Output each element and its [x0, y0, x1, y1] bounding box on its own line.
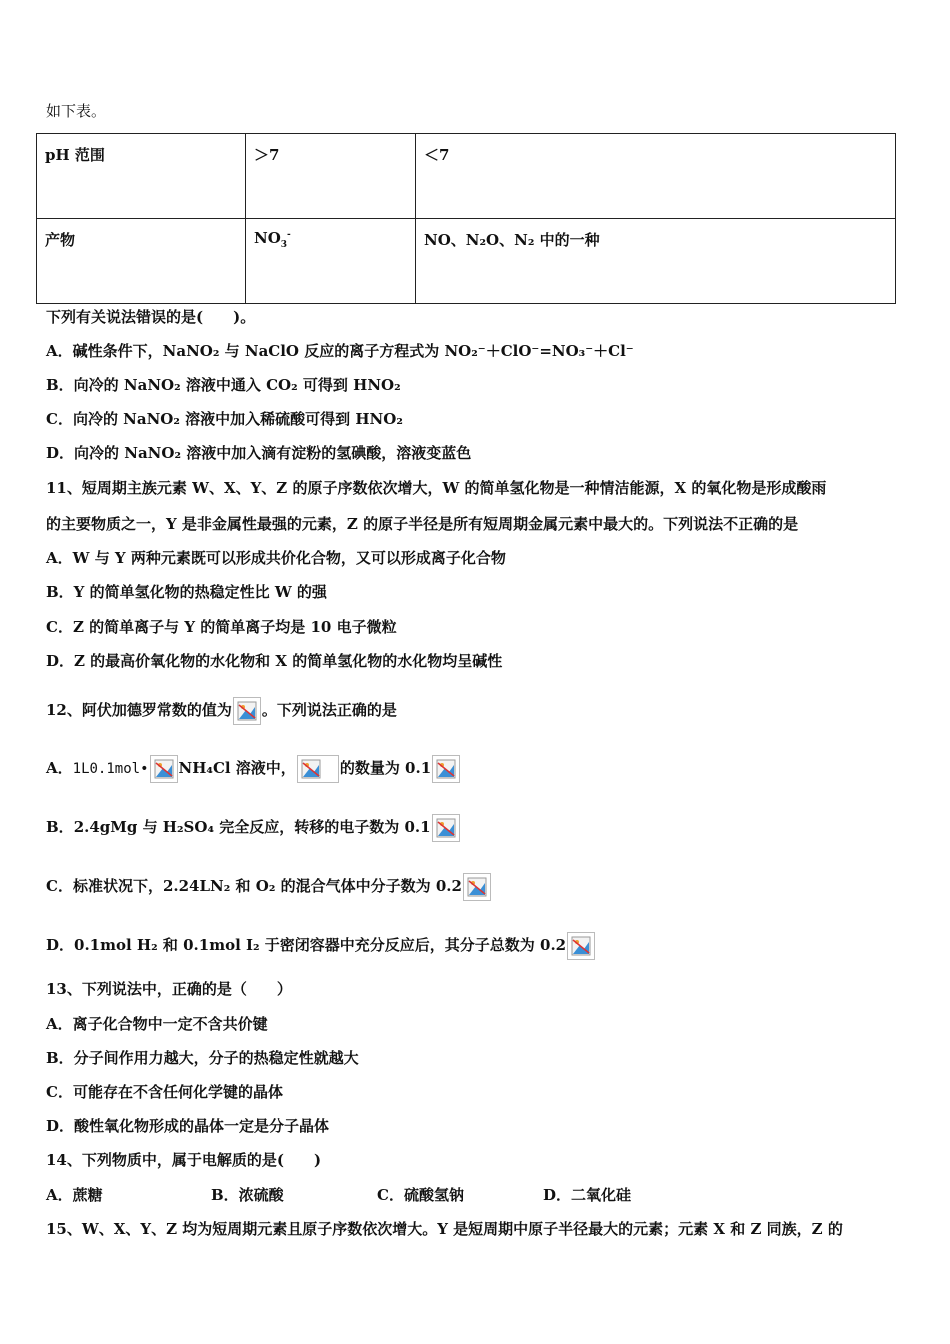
table-row [37, 134, 896, 219]
q10-option-d: D．向冷的 NaNO₂ 溶液中加入滴有淀粉的氢碘酸，溶液变蓝色 [46, 444, 472, 462]
q12-option-d [46, 932, 596, 960]
q13-option-c: C．可能存在不含任何化学键的晶体 [46, 1083, 283, 1101]
formula-superscript: - [287, 230, 291, 240]
q14-options [46, 1185, 631, 1205]
q10-option-c: C．向冷的 NaNO₂ 溶液中加入稀硫酸可得到 HNO₂ [46, 410, 403, 428]
q12-d-text: 0.1mol H₂ 和 0.1mol I₂ 于密闭容器中充分反应后，其分子总数为 0.2 [74, 936, 567, 954]
broken-image-icon [432, 814, 460, 842]
broken-image-icon [150, 755, 178, 783]
q14-stem: 14、下列物质中，属于电解质的是( ) [46, 1151, 322, 1169]
broken-image-icon [233, 697, 261, 725]
q11-option-b: B．Y 的简单氢化物的热稳定性比 W 的强 [46, 583, 327, 601]
q11-option-a: A．W 与 Y 两种元素既可以形成共价化合物，又可以形成离子化合物 [46, 549, 506, 567]
table-row [37, 219, 896, 304]
q14-option-c: C．硫酸氢钠 [377, 1186, 464, 1204]
q13-option-a: A．离子化合物中一定不含共价键 [46, 1015, 268, 1033]
q12-a-text1: 1L0.1mol• [72, 761, 149, 777]
ph-product-table [36, 133, 896, 304]
table-cell: 产物 [37, 219, 246, 304]
broken-image-icon [463, 873, 491, 901]
q13-stem: 13、下列说法中，正确的是（ ） [46, 980, 292, 998]
q14-option-a: A．蔗糖 [46, 1186, 103, 1204]
q11-option-d: D．Z 的最高价氧化物的水化物和 X 的简单氢化物的水化物均呈碱性 [46, 652, 503, 670]
q13-option-b: B．分子间作用力越大，分子的热稳定性就越大 [46, 1049, 359, 1067]
q13-option-d: D．酸性氧化物形成的晶体一定是分子晶体 [46, 1117, 330, 1135]
q12-a-text3: 的数量为 0.1 [339, 759, 432, 777]
q15-stem: 15、W、X、Y、Z 均为短周期元素且原子序数依次增大。Y 是短周期中原子半径最大的元素；元素 X 和 Z 同族，Z 的 [46, 1220, 843, 1238]
q10-stem: 下列有关说法错误的是( )。 [46, 308, 256, 326]
option-label: C． [46, 877, 73, 895]
q11-stem-line1: 11、短周期主族元素 W、X、Y、Z 的原子序数依次增大，W 的简单氢化物是一种情洁能源，X 的氧化物是形成酸雨 [46, 479, 827, 497]
q11-stem-line2: 的主要物质之一，Y 是非金属性最强的元素，Z 的原子半径是所有短周期金属元素中最大的。下列说法不正确的是 [46, 515, 799, 533]
formula-text: NO [254, 229, 281, 247]
q12-stem [46, 697, 397, 725]
formula-subscript: 3 [280, 240, 288, 250]
q12-option-a [46, 755, 461, 783]
option-label: A． [46, 759, 73, 777]
table-cell: pH 范围 [37, 134, 246, 219]
option-label: B． [46, 818, 74, 836]
q12-c-text: 标准状况下，2.24LN₂ 和 O₂ 的混合气体中分子数为 0.2 [72, 877, 462, 895]
table-cell [246, 219, 416, 304]
table-cell: ＞7 [246, 134, 416, 219]
table-cell: ＜7 [416, 134, 896, 219]
q12-stem-part1: 12、阿伏加德罗常数的值为 [46, 701, 232, 719]
q10-option-a: A．碱性条件下，NaNO₂ 与 NaClO 反应的离子方程式为 NO₂⁻＋ClO⁻=NO₃⁻＋Cl⁻ [46, 342, 634, 360]
q12-option-c [46, 873, 492, 901]
q14-option-d: D．二氧化硅 [543, 1186, 632, 1204]
q12-b-text: 2.4gMg 与 H₂SO₄ 完全反应，转移的电子数为 0.1 [73, 818, 431, 836]
q11-option-c: C．Z 的简单离子与 Y 的简单离子均是 10 电子微粒 [46, 618, 397, 636]
intro-text: 如下表。 [46, 102, 107, 120]
option-label: D． [46, 936, 75, 954]
q10-option-b: B．向冷的 NaNO₂ 溶液中通入 CO₂ 可得到 HNO₂ [46, 376, 401, 394]
q14-option-b: B．浓硫酸 [211, 1186, 284, 1204]
broken-image-icon [297, 755, 339, 783]
broken-image-icon [567, 932, 595, 960]
q12-option-b [46, 814, 461, 842]
table-cell: NO、N₂O、N₂ 中的一种 [416, 219, 896, 304]
q12-a-text2: NH₄Cl 溶液中， [178, 759, 296, 777]
broken-image-icon [432, 755, 460, 783]
q12-stem-part2: 。下列说法正确的是 [261, 701, 397, 719]
